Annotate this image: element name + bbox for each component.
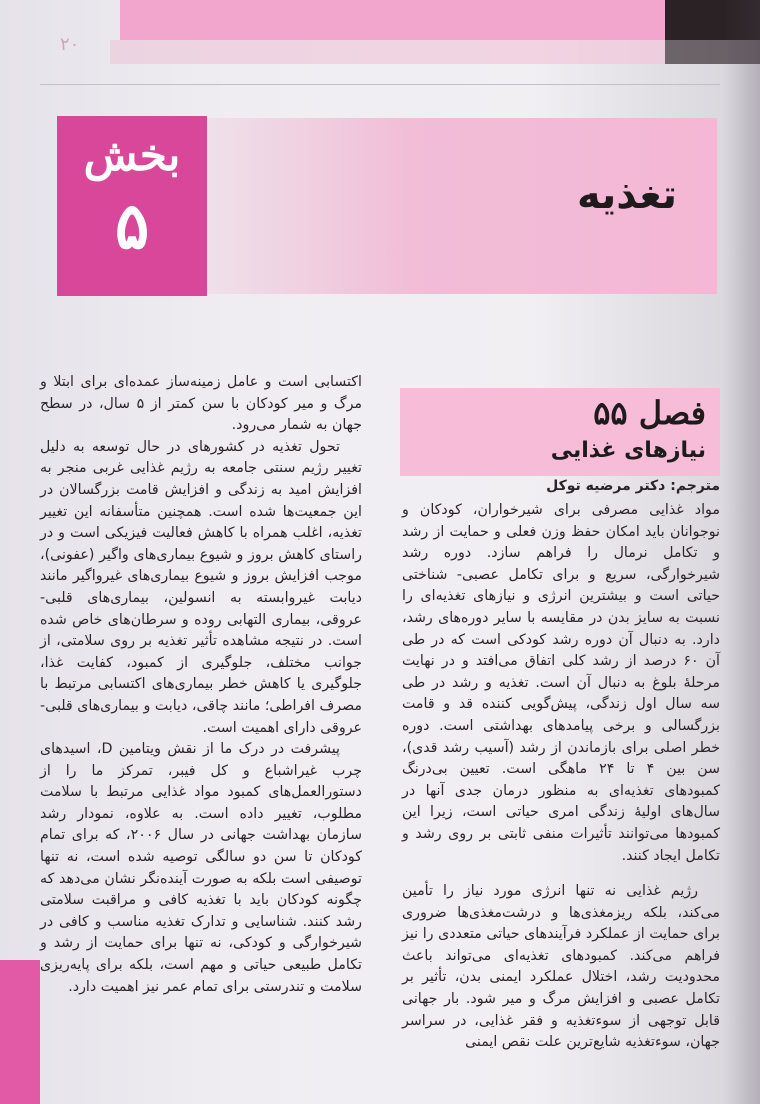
section-badge (57, 116, 207, 296)
chapter-heading (400, 388, 720, 476)
right-column (402, 500, 720, 1054)
left-column (40, 372, 362, 998)
translator-credit: مترجم: دکتر مرضیه توکل (546, 478, 720, 494)
paragraph: رژیم غذایی نه تنها انرژی مورد نیاز را تأمین می‌کند، بلکه ریزمغذی‌ها و درشت‌مغذی‌ها ضروری برای حمایت از عملکرد فرآیندهای حیاتی متعددی را نیز فراهم می‌کند. کمبودهای تغذیه‌ای می‌تواند باعث محدودیت رشد، اختلال عملکرد ایمنی بدن، تأثیر بر تکامل عصبی و افزایش مرگ و میر شود. بار جهانی قابل توجهی از سوءتغذیه و فقر غذایی، در سراسر جهان، سوءتغذیه شایع‌ترین علت نقص ایمنی (402, 883, 720, 1051)
binding-shadow (724, 0, 760, 1104)
section-number: ۵ (114, 189, 150, 264)
header-band (120, 0, 760, 40)
paragraph: تحول تغذیه در کشورهای در حال توسعه به دلیل تغییر رژیم سنتی جامعه به رژیم غذایی غربی منجر به افزایش امید به زندگی و افزایش قامت بزرگسالان در این جمعیت‌ها شده است. همچنین متأسفانه این تغییر تغذیه، اغلب همراه با کاهش فعالیت فیزیکی است و در راستای کاهش بروز و شیوع بیماری‌های واگیر (عفونی)، موجب افزایش بروز و شیوع بیماری‌های غیرواگیر مانند دیابت غیروابسته به انسولین، بیماری‌های قلبی- عروقی، بیماری التهابی روده و سرطان‌های خاص شده است. در نتیجه مشاهده تأثیر تغذیه بر روی سلامتی، از جوانب مختلف، جلوگیری از کمبود، کفایت غذا، جلوگیری یا کاهش خطر بیماری‌های اکتسابی مرتبط با مصرف افراطی؛ مانند چاقی، دیابت و بیماری‌های قلبی- عروقی دارای اهمیت است. (40, 438, 362, 736)
header-rule (40, 84, 720, 85)
section-word: بخش (83, 130, 181, 181)
paragraph: پیشرفت در درک ما از نقش ویتامین D، اسیدهای چرب غیراشباع و کل فیبر، تمرکز ما را از دستورالعمل‌های کمبود مواد غذایی مرتبط با سلامت مطلوب، تغییر داده است. به علاوه، نمودار رشد سازمان بهداشت جهانی در سال ۲۰۰۶، که برای تمام کودکان تا سن دو سالگی توصیه شده است، نه تنها توصیفی است بلکه به صورت آینده‌نگر نشان می‌دهد که چگونه کودکان باید با تغذیه کافی و مراقبت سلامتی رشد کنند. شناسایی و تدارک تغذیه مناسب و کافی در شیرخوارگی و کودکی، نه تنها برای حمایت از رشد و تکامل طبیعی حیاتی و مهم است، بلکه برای پایه‌ریزی سلامت و تندرستی برای تمام عمر نیز اهمیت دارد. (40, 741, 362, 995)
section-title-bar (207, 118, 717, 294)
paragraph: مواد غذایی مصرفی برای شیرخواران، کودکان و نوجوانان باید امکان حفظ وزن فعلی و حمایت از رشد و تکامل نرمال را فراهم سازد. دوره رشد شیرخوارگی، سریع و برای تکامل عصبی- شناختی حیاتی است و بیشترین انرژی و نیازهای تغذیه‌ای را نسبت به سایز بدن در مقایسه با سایر دوره‌های رشد، دارد. به دنبال آن دوره رشد کودکی است که در طی آن ۶۰ درصد از رشد کلی اتفاق می‌افتد و در نهایت مرحلهٔ بلوغ به دنبال آن است. تغذیه و رشد در طی سه سال اول زندگی، پیش‌گویی کننده قد و قامت بزرگسالی و برخی پیامدهای بهداشتی است. دوره خطر اصلی برای بازماندن از رشد (آسیب رشد قدی)، سن بین ۴ تا ۲۴ ماهگی است. تعیین بی‌درنگ کمبودهای تغذیه‌ای به منظور درمان جدی آنها در سال‌های اولیهٔ زندگی امری حیاتی است، زیرا این کمبودها می‌توانند تأثیرات منفی ثابتی بر روی رشد و تکامل ایجاد کنند. (402, 502, 721, 864)
page-number: ۲۰ (60, 34, 80, 55)
chapter-label: فصل ۵۵ (593, 394, 706, 432)
paragraph: اکتسابی است و عامل زمینه‌ساز عمده‌ای برای ابتلا و مرگ و میر کودکان با سن کمتر از ۵ سال، در سطح جهان به شمار می‌رود. (40, 374, 362, 434)
header-strip (110, 40, 760, 64)
section-title: تغذیه (577, 172, 677, 218)
page-edge-tab (0, 960, 40, 1104)
chapter-title: نیازهای غذایی (550, 438, 706, 463)
